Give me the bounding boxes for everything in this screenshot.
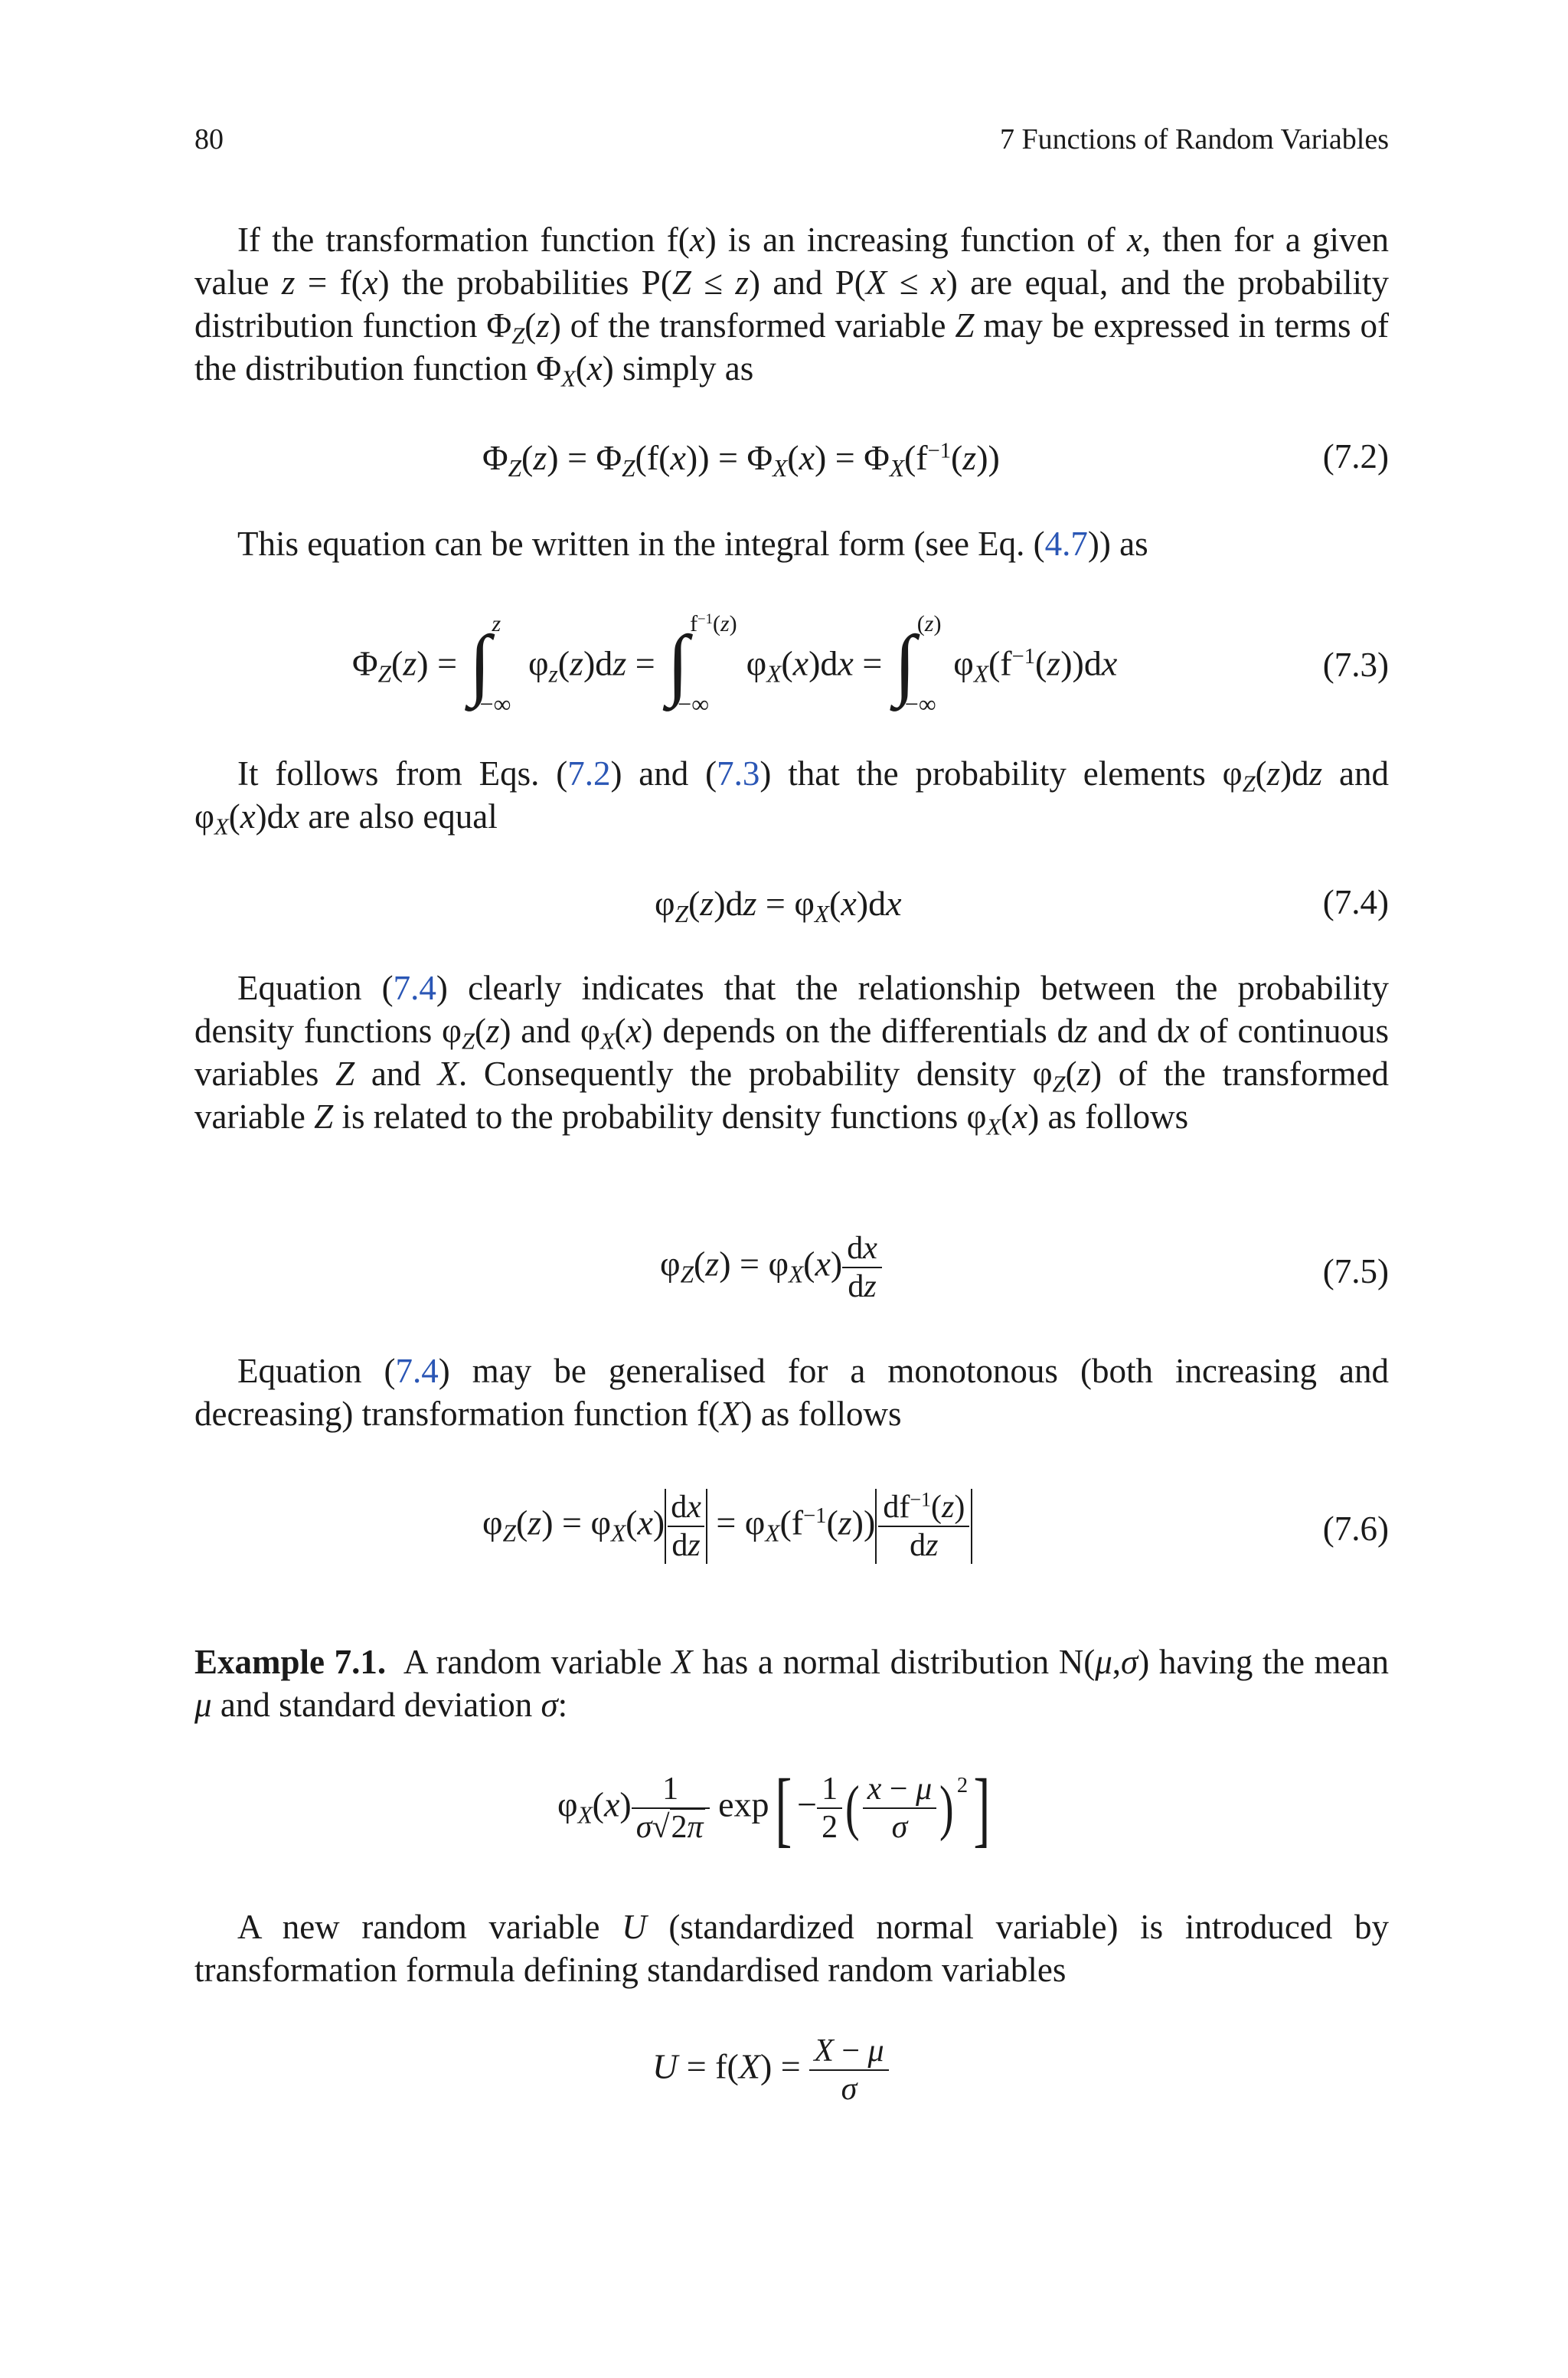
paragraph-generalisation: [194, 1349, 1389, 1435]
equation-number-7-4: (7.4): [1322, 883, 1389, 921]
eq-7-2-link[interactable]: 7.2: [567, 754, 611, 793]
integral-sign: ∫ z −∞: [469, 611, 511, 718]
equation-7-3: $\Phi_Z(z)$ = ∫ z −∞ $\varphi_z(z)dz$ = ∫ $f^{-1}(z)$ −∞ $\varphi_X(x)dx$ = ∫ (z) −∞ $\varphi_X(f^{-1}(z))dx$: [352, 610, 1118, 718]
page-header: [194, 123, 1389, 168]
fraction-normalizer: $\frac{1}{\sigma√2\pi}$: [632, 1771, 710, 1846]
p6-rest: (standardized normal variable) is introduced by transformation formula defining standardised random variables: [194, 1908, 1389, 1989]
paragraph-probability-elements: It follows from Eqs. (7.2) and (7.3) that the probability elements $\varphi_Z(z)dz$ and $\varphi_X(x)dx$ are also equal: [194, 754, 1389, 840]
p6-text: A new random variable: [237, 1908, 622, 1946]
paragraph-increasing-transformation: If the transformation function f(x) is an increasing function of x, then for a given value z = f(x) the probabilities P(Z ≤ z) and P(X ≤ x) are equal, and the probability distribution function $\Phi_Z(z)$ of the transformed variable Z may be expressed in terms of the distribution function $\Phi_X(x)$ simply as: [194, 221, 1390, 392]
absolute-value: $\frac{df^{-1}(z)}{dz}$: [875, 1489, 972, 1564]
absolute-value: $\frac{dx}{dz}$: [665, 1489, 707, 1564]
running-head: 7 Functions of Random Variables: [999, 123, 1389, 155]
equation-number-7-3: (7.3): [1322, 646, 1389, 684]
p4-text-3: ) as follows: [740, 1395, 902, 1433]
integral-sign: ∫ $f^{-1}(z)$ −∞: [667, 610, 737, 718]
equation-number-7-6: (7.6): [1322, 1510, 1389, 1548]
equation-7-2: $\Phi_Z(z) = \Phi_Z(f(x)) = \Phi_X(x) = \Phi_X(f^{-1}(z))$: [482, 438, 1000, 482]
example-7-1: Example 7.1. A random variable X has a normal distribution N(μ,σ) having the mean μ and standard deviation σ:: [194, 1643, 1390, 1724]
equation-number-7-5: (7.5): [1322, 1252, 1389, 1290]
fraction-one-half: $\frac{1}{2}$: [817, 1771, 842, 1846]
fraction-x-minus-mu-over-sigma: $\frac{X - \mu}{\sigma}$: [809, 2033, 888, 2108]
p6-var: U: [622, 1908, 647, 1946]
equation-standardization: U = f(X) = $\frac{X - \mu}{\sigma}$: [652, 2033, 889, 2108]
equation-7-4: $\varphi_Z(z)dz = \varphi_X(x)dx$: [655, 884, 902, 927]
eq-7-3-link[interactable]: 7.3: [717, 754, 760, 793]
fraction-standardized: $\frac{x - \mu}{\sigma}$: [863, 1771, 936, 1846]
integral-sign: ∫ (z) −∞: [893, 611, 942, 718]
equation-7-6: $\varphi_Z(z) = \varphi_X(x)$ $\frac{dx}{dz}$ = $\varphi_X(f^{-1}(z))$ $\frac{df^{-1}(z)}{dz}$: [482, 1489, 972, 1564]
example-label: Example 7.1.: [194, 1643, 387, 1681]
eq-7-4-link[interactable]: 7.4: [395, 1352, 439, 1390]
p4-text-2: ) may be generalised for a monotonous (both increasing and decreasing) transformation function f(: [194, 1352, 1389, 1433]
equation-7-5: $\varphi_Z(z) = \varphi_X(x)$ $\frac{dx}{dz}$: [660, 1230, 882, 1305]
paragraph-integral-form: This equation can be written in the integral form (see Eq. (4.7)) as: [237, 525, 1148, 563]
eq-7-4-link[interactable]: 7.4: [393, 969, 436, 1007]
p4-var: X: [720, 1395, 741, 1433]
p4-text-1: Equation (: [237, 1352, 396, 1390]
paragraph-density-relationship: Equation (7.4) clearly indicates that the relationship between the probability density functions $\varphi_Z(z)$ and $\varphi_X(x)$ depends on the differentials dz and dx of continuous variables Z and X. Consequently the probability density $\varphi_Z(z)$ of the transformed variable Z is related to the probability density functions $\varphi_X(x)$ as follows: [194, 969, 1389, 1140]
equation-number-7-2: (7.2): [1322, 437, 1389, 476]
eq-4-7-link[interactable]: 4.7: [1044, 525, 1088, 563]
equation-normal-pdf: $\varphi_X(x)$ $\frac{1}{\sigma√2\pi}$ exp[ − $\frac{1}{2}$ ( $\frac{x - \mu}{\sigma}$ ) $^2$]: [557, 1761, 991, 1855]
paragraph-standardized-variable: [194, 1905, 1389, 1991]
fraction-dx-dz: $\frac{dx}{dz}$: [842, 1230, 882, 1305]
page-number: 80: [194, 123, 224, 155]
